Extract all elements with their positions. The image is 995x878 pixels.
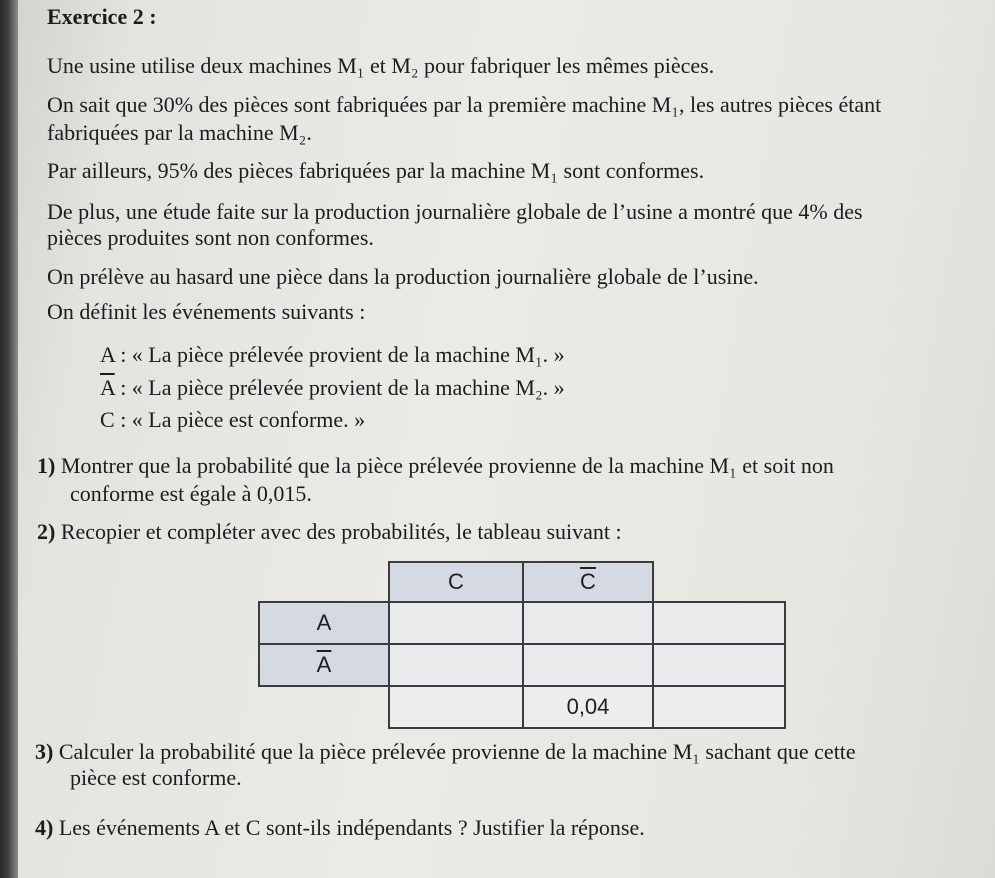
event-a-definition: [100, 342, 565, 368]
table-cell-abar-c: [388, 643, 524, 687]
paragraph-6: On définit les événements suivants :: [47, 299, 366, 324]
event-c-label: C: [100, 407, 115, 432]
table-row-abar-label: [258, 643, 390, 687]
table-cell-total-total: [652, 685, 786, 729]
question-3-line-1: [35, 739, 856, 765]
table-cell-total-c: [388, 685, 524, 729]
paragraph-1: Une usine utilise deux machines M₁ et M₂ pour fabriquer les mêmes pièces.: [47, 53, 715, 78]
question-3-line-2: pièce est conforme.: [70, 765, 242, 790]
table-header-cbar-label: $\overline{C}$: [580, 569, 596, 594]
question-1-number: 1): [37, 453, 56, 478]
table-cell-a-c: [388, 601, 524, 645]
table-cell-a-total: [652, 601, 786, 645]
table-cell-a-cbar: [522, 601, 654, 645]
table-row-abar-text: $\overline{A}$: [316, 652, 332, 677]
paragraph-4-line-2: pièces produites sont non conformes.: [47, 225, 374, 250]
event-c-definition: [100, 407, 365, 433]
question-3-text: Calculer la probabilité que la pièce prélevée provienne de la machine M₁ sachant que cette: [58, 739, 856, 764]
paragraph-2-line-1: On sait que 30% des pièces sont fabriquées par la première machine M₁, les autres pièces étant: [47, 92, 882, 117]
table-total-cbar-value: 0,04: [566, 694, 610, 719]
exercise-title: Exercice 2 :: [47, 4, 157, 29]
paragraph-4-line-1: De plus, une étude faite sur la production journalière globale de l’usine a montré que 4% des: [47, 199, 863, 224]
question-2-text: Recopier et compléter avec des probabilités, le tableau suivant :: [60, 519, 622, 544]
table-row-a-label: [258, 601, 390, 645]
table-header-cbar: [522, 561, 654, 603]
page-edge-shadow: [0, 0, 18, 878]
question-1-line-1: [37, 453, 834, 479]
question-2-number: 2): [37, 519, 56, 544]
event-a-label: A: [100, 342, 115, 367]
question-4-text: Les événements A et C sont-ils indépendants ? Justifier la réponse.: [58, 815, 645, 840]
question-3-number: 3): [35, 739, 54, 764]
paragraph-5: On prélève au hasard une pièce dans la production journalière globale de l’usine.: [47, 264, 759, 289]
event-abar-label: $\overline{A}$: [100, 375, 115, 400]
table-cell-abar-total: [652, 643, 786, 687]
question-4-number: 4): [35, 815, 54, 840]
table-cell-abar-cbar: [522, 643, 654, 687]
event-c-text: : « La pièce est conforme. »: [114, 407, 366, 432]
table-row-a-text: A: [316, 610, 332, 635]
table-header-c-label: C: [448, 569, 464, 594]
paragraph-3: Par ailleurs, 95% des pièces fabriquées par la machine M₁ sont conformes.: [47, 158, 705, 183]
event-abar-definition: [100, 375, 565, 401]
paragraph-2-line-2: fabriquées par la machine M₂.: [47, 120, 312, 145]
question-2: [37, 519, 622, 545]
question-1-line-2: conforme est égale à 0,015.: [70, 481, 312, 506]
table-header-c: [388, 561, 524, 603]
table-cell-total-cbar: [522, 685, 654, 729]
question-4: [35, 815, 645, 841]
question-1-text: Montrer que la probabilité que la pièce prélevée provienne de la machine M₁ et soit non: [60, 453, 834, 478]
event-abar-text: : « La pièce prélevée provient de la machine M₂. »: [114, 375, 565, 400]
event-a-text: : « La pièce prélevée provient de la machine M₁. »: [114, 342, 565, 367]
